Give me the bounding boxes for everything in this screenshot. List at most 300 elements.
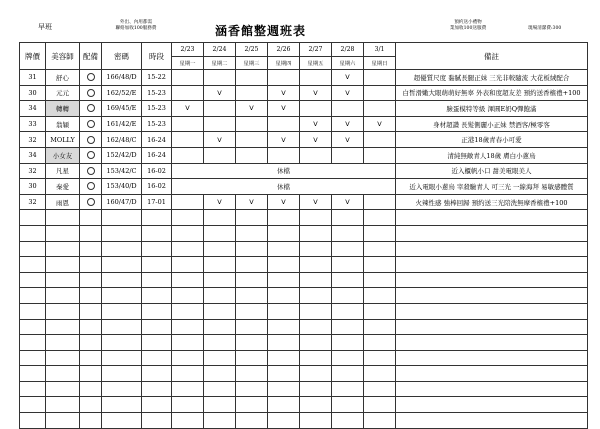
col-date: 3/1 (364, 43, 396, 57)
empty-cell (396, 303, 588, 319)
empty-cell (268, 303, 300, 319)
empty-cell (20, 397, 46, 413)
empty-cell (142, 319, 172, 335)
time-cell: 15-23 (142, 101, 172, 117)
empty-cell (268, 397, 300, 413)
empty-cell (236, 366, 268, 382)
code-cell: 169/45/E (102, 101, 142, 117)
day-cell: V (332, 132, 364, 148)
empty-cell (332, 257, 364, 273)
col-code: 密碼 (102, 43, 142, 70)
remark-cell: 火辣性感 強棒回歸 預約送三光陪洗無摩香檳禮+100 (396, 194, 588, 210)
circle-icon (87, 104, 95, 112)
empty-cell (332, 210, 364, 226)
empty-cell (300, 319, 332, 335)
col-weekday: 星期二 (204, 56, 236, 70)
name-cell: 秦愛 (46, 179, 80, 195)
number-cell: 32 (20, 132, 46, 148)
code-cell: 160/47/D (102, 194, 142, 210)
col-date: 2/28 (332, 43, 364, 57)
empty-cell (172, 272, 204, 288)
circle-icon (87, 73, 95, 81)
empty-cell (204, 335, 236, 351)
day-cell (300, 101, 332, 117)
empty-cell (46, 413, 80, 429)
empty-cell (364, 350, 396, 366)
empty-cell (396, 241, 588, 257)
empty-cell (204, 397, 236, 413)
day-cell (332, 147, 364, 163)
col-date: 2/25 (236, 43, 268, 57)
empty-cell (20, 225, 46, 241)
empty-cell (46, 257, 80, 273)
day-cell (332, 101, 364, 117)
time-cell: 15-23 (142, 85, 172, 101)
number-cell: 32 (20, 163, 46, 179)
empty-cell (236, 241, 268, 257)
empty-cell (142, 335, 172, 351)
empty-cell (300, 210, 332, 226)
empty-cell (172, 288, 204, 304)
day-cell: V (300, 85, 332, 101)
empty-cell (268, 241, 300, 257)
empty-cell (236, 288, 268, 304)
empty-cell (236, 225, 268, 241)
empty-cell (80, 319, 102, 335)
remark-cell: 近入電眼小蔥鳥 宰殺驗青人 可三光 一線海拜 易敏感體質 (396, 179, 588, 195)
empty-cell (20, 335, 46, 351)
col-remark: 備註 (396, 43, 588, 70)
empty-cell (20, 350, 46, 366)
empty-cell (204, 381, 236, 397)
empty-cell (80, 272, 102, 288)
table-row (20, 85, 588, 101)
empty-cell (102, 350, 142, 366)
remark-cell: 超優質尺度 黏膩長腿正妹 三光非較隨流 大花板絨配合 (396, 70, 588, 86)
day-cell (204, 147, 236, 163)
empty-cell (364, 303, 396, 319)
empty-cell (20, 413, 46, 429)
off-duty-cell: 休檔 (172, 163, 396, 179)
name-cell: 轉轉 (46, 101, 80, 117)
empty-cell (46, 272, 80, 288)
empty-cell (102, 381, 142, 397)
day-cell (268, 116, 300, 132)
empty-cell (46, 350, 80, 366)
col-weekday: 星期四 (268, 56, 300, 70)
empty-cell (204, 413, 236, 429)
empty-cell (172, 397, 204, 413)
empty-cell (80, 210, 102, 226)
empty-cell (20, 210, 46, 226)
circle-icon (87, 151, 95, 159)
cleaning-fee-note: 現場清潔費:300 (528, 26, 562, 31)
empty-cell (396, 366, 588, 382)
col-weekday: 星期三 (236, 56, 268, 70)
empty-cell (364, 241, 396, 257)
table-row (20, 116, 588, 132)
empty-cell (300, 397, 332, 413)
empty-cell (396, 272, 588, 288)
empty-cell (268, 381, 300, 397)
circle-icon (87, 120, 95, 128)
day-cell (300, 70, 332, 86)
code-cell: 166/48/D (102, 70, 142, 86)
empty-cell (332, 303, 364, 319)
name-cell: 凡星 (46, 163, 80, 179)
remark-cell: 白皙滑嫩大眼萌萌好無辜 外表和度超友差 預約送香檳禮+100 (396, 85, 588, 101)
empty-cell (268, 257, 300, 273)
day-cell (172, 116, 204, 132)
empty-cell (142, 272, 172, 288)
empty-cell (396, 397, 588, 413)
day-cell: V (204, 132, 236, 148)
empty-cell (268, 350, 300, 366)
empty-cell (20, 366, 46, 382)
day-cell: V (268, 85, 300, 101)
empty-cell (236, 303, 268, 319)
day-cell: V (236, 194, 268, 210)
empty-cell (172, 225, 204, 241)
empty-cell (172, 413, 204, 429)
empty-cell (80, 335, 102, 351)
empty-cell (332, 350, 364, 366)
equip-cell (80, 70, 102, 86)
empty-cell (80, 225, 102, 241)
page-title: 涵香館整週班表 (215, 24, 307, 38)
day-cell (300, 147, 332, 163)
number-cell: 30 (20, 179, 46, 195)
empty-cell (102, 413, 142, 429)
empty-cell (300, 335, 332, 351)
code-cell: 153/40/D (102, 179, 142, 195)
day-cell: V (268, 132, 300, 148)
empty-cell (172, 366, 204, 382)
code-cell: 162/52/E (102, 85, 142, 101)
empty-cell (102, 288, 142, 304)
empty-cell (80, 257, 102, 273)
time-cell: 17-01 (142, 194, 172, 210)
empty-cell (102, 397, 142, 413)
table-row (20, 132, 588, 148)
empty-cell (204, 210, 236, 226)
empty-cell (332, 366, 364, 382)
name-cell: 翁穎 (46, 116, 80, 132)
day-cell (172, 85, 204, 101)
empty-cell (396, 319, 588, 335)
empty-row (20, 350, 588, 366)
col-weekday: 星期六 (332, 56, 364, 70)
empty-cell (46, 210, 80, 226)
empty-cell (396, 288, 588, 304)
day-cell: V (268, 194, 300, 210)
table-row (20, 194, 588, 210)
day-cell (268, 70, 300, 86)
number-cell: 32 (20, 194, 46, 210)
empty-cell (300, 225, 332, 241)
time-cell: 15-22 (142, 70, 172, 86)
day-cell (364, 101, 396, 117)
empty-cell (364, 381, 396, 397)
equip-cell (80, 85, 102, 101)
number-cell: 31 (20, 70, 46, 86)
empty-cell (80, 413, 102, 429)
header-note-left: 外出、內用都需 聯絡加收100服務費 (115, 20, 157, 31)
day-cell: V (268, 101, 300, 117)
time-cell: 16-02 (142, 163, 172, 179)
empty-row (20, 241, 588, 257)
empty-cell (46, 366, 80, 382)
code-cell: 162/48/C (102, 132, 142, 148)
empty-cell (364, 366, 396, 382)
empty-cell (172, 303, 204, 319)
empty-cell (102, 225, 142, 241)
empty-cell (80, 241, 102, 257)
circle-icon (87, 198, 95, 206)
empty-cell (332, 241, 364, 257)
day-cell (268, 147, 300, 163)
number-cell: 34 (20, 147, 46, 163)
code-cell: 153/42/C (102, 163, 142, 179)
name-cell: MOLLY (46, 132, 80, 148)
empty-cell (204, 241, 236, 257)
empty-cell (172, 257, 204, 273)
empty-cell (268, 288, 300, 304)
empty-cell (236, 413, 268, 429)
empty-cell (332, 288, 364, 304)
empty-cell (20, 257, 46, 273)
shift-label: 早班 (38, 23, 52, 31)
table-row (20, 163, 588, 179)
empty-row (20, 397, 588, 413)
empty-row (20, 225, 588, 241)
empty-cell (268, 225, 300, 241)
equip-cell (80, 163, 102, 179)
day-cell: V (332, 116, 364, 132)
empty-row (20, 413, 588, 429)
empty-cell (332, 413, 364, 429)
day-cell: V (332, 85, 364, 101)
empty-cell (332, 397, 364, 413)
empty-cell (46, 303, 80, 319)
empty-cell (268, 335, 300, 351)
day-cell (204, 101, 236, 117)
empty-cell (204, 319, 236, 335)
empty-cell (236, 335, 268, 351)
number-cell: 33 (20, 116, 46, 132)
empty-cell (80, 350, 102, 366)
empty-cell (20, 272, 46, 288)
empty-cell (204, 303, 236, 319)
empty-row (20, 303, 588, 319)
empty-cell (172, 319, 204, 335)
empty-cell (46, 397, 80, 413)
col-weekday: 星期五 (300, 56, 332, 70)
day-cell (236, 85, 268, 101)
empty-cell (102, 272, 142, 288)
empty-cell (80, 288, 102, 304)
code-cell: 152/42/D (102, 147, 142, 163)
empty-cell (204, 350, 236, 366)
day-cell: V (204, 85, 236, 101)
day-cell (172, 70, 204, 86)
empty-cell (142, 350, 172, 366)
empty-cell (142, 366, 172, 382)
empty-cell (268, 366, 300, 382)
day-cell (236, 132, 268, 148)
empty-cell (300, 303, 332, 319)
day-cell (364, 85, 396, 101)
empty-cell (396, 225, 588, 241)
empty-cell (332, 335, 364, 351)
empty-cell (396, 350, 588, 366)
circle-icon (87, 136, 95, 144)
empty-cell (300, 272, 332, 288)
day-cell: V (364, 116, 396, 132)
day-cell: V (172, 101, 204, 117)
empty-cell (142, 413, 172, 429)
off-duty-cell: 休檔 (172, 179, 396, 195)
empty-cell (204, 257, 236, 273)
empty-cell (172, 335, 204, 351)
empty-cell (236, 381, 268, 397)
empty-cell (236, 210, 268, 226)
empty-cell (172, 210, 204, 226)
empty-cell (80, 366, 102, 382)
empty-cell (46, 225, 80, 241)
day-cell (236, 116, 268, 132)
empty-cell (142, 397, 172, 413)
circle-icon (87, 89, 95, 97)
empty-row (20, 319, 588, 335)
empty-row (20, 381, 588, 397)
empty-row (20, 272, 588, 288)
empty-cell (236, 257, 268, 273)
empty-cell (268, 210, 300, 226)
table-row (20, 101, 588, 117)
time-cell: 16-24 (142, 147, 172, 163)
day-cell (364, 194, 396, 210)
empty-cell (396, 335, 588, 351)
equip-cell (80, 116, 102, 132)
empty-cell (396, 413, 588, 429)
col-date: 2/27 (300, 43, 332, 57)
time-cell: 16-24 (142, 132, 172, 148)
empty-cell (332, 272, 364, 288)
empty-cell (80, 381, 102, 397)
day-cell: V (300, 194, 332, 210)
day-cell (172, 132, 204, 148)
remark-cell: 正港18歲青春小可愛 (396, 132, 588, 148)
schedule-table (19, 42, 588, 429)
empty-cell (236, 319, 268, 335)
empty-cell (80, 397, 102, 413)
empty-cell (102, 335, 142, 351)
day-cell (204, 116, 236, 132)
empty-cell (102, 366, 142, 382)
empty-cell (204, 288, 236, 304)
equip-cell (80, 101, 102, 117)
time-cell: 16-02 (142, 179, 172, 195)
name-cell: 元元 (46, 85, 80, 101)
col-number: 牌價 (20, 43, 46, 70)
empty-cell (20, 303, 46, 319)
day-cell (364, 147, 396, 163)
empty-cell (204, 272, 236, 288)
empty-cell (102, 210, 142, 226)
empty-cell (300, 288, 332, 304)
empty-cell (300, 241, 332, 257)
empty-cell (172, 381, 204, 397)
empty-cell (20, 288, 46, 304)
empty-cell (364, 397, 396, 413)
empty-cell (364, 272, 396, 288)
empty-cell (300, 366, 332, 382)
day-cell (364, 132, 396, 148)
name-cell: 雨恩 (46, 194, 80, 210)
empty-cell (102, 257, 142, 273)
empty-cell (142, 288, 172, 304)
empty-cell (46, 381, 80, 397)
empty-cell (46, 288, 80, 304)
empty-cell (102, 241, 142, 257)
day-cell: V (332, 194, 364, 210)
empty-cell (300, 257, 332, 273)
name-cell: 舒心 (46, 70, 80, 86)
empty-cell (102, 319, 142, 335)
col-weekday: 星期一 (172, 56, 204, 70)
empty-cell (364, 319, 396, 335)
day-cell (236, 147, 268, 163)
empty-cell (142, 381, 172, 397)
equip-cell (80, 179, 102, 195)
empty-cell (268, 319, 300, 335)
empty-row (20, 257, 588, 273)
empty-cell (364, 288, 396, 304)
empty-cell (142, 225, 172, 241)
table-row (20, 70, 588, 86)
empty-cell (46, 319, 80, 335)
col-time: 時段 (142, 43, 172, 70)
day-cell: V (300, 116, 332, 132)
table-row (20, 179, 588, 195)
empty-cell (268, 272, 300, 288)
col-date: 2/23 (172, 43, 204, 57)
empty-cell (172, 241, 204, 257)
empty-cell (20, 319, 46, 335)
empty-cell (142, 257, 172, 273)
empty-cell (396, 257, 588, 273)
empty-cell (396, 210, 588, 226)
col-date: 2/26 (268, 43, 300, 57)
empty-row (20, 366, 588, 382)
empty-row (20, 288, 588, 304)
day-cell: V (236, 101, 268, 117)
empty-cell (204, 366, 236, 382)
code-cell: 161/42/E (102, 116, 142, 132)
empty-cell (332, 225, 364, 241)
circle-icon (87, 182, 95, 190)
empty-cell (364, 225, 396, 241)
empty-cell (46, 335, 80, 351)
empty-cell (332, 319, 364, 335)
empty-cell (172, 350, 204, 366)
remark-cell: 近入櫃帆小口 甜美電眼美人 (396, 163, 588, 179)
empty-cell (300, 381, 332, 397)
col-equip: 配備 (80, 43, 102, 70)
empty-cell (364, 413, 396, 429)
empty-row (20, 335, 588, 351)
